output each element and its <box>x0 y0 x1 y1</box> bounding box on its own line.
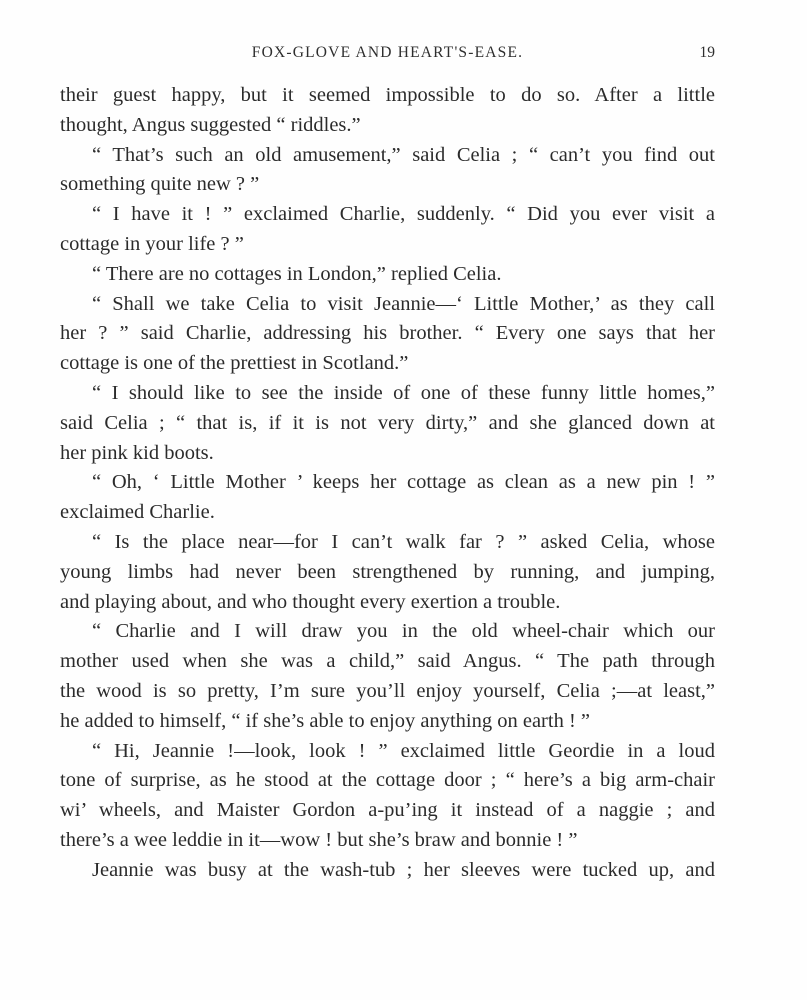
text-line: cottage in your life ? ” <box>60 232 244 255</box>
text-line: and playing about, and who thought every exertion a trouble. <box>60 590 561 613</box>
text-line: something quite new ? ” <box>60 173 260 196</box>
running-head <box>60 44 715 70</box>
body-text <box>60 81 715 886</box>
running-title: FOX-GLOVE AND HEART'S-EASE. <box>251 44 524 61</box>
text-line: cottage is one of the prettiest in Scotland.” <box>60 352 409 375</box>
text-line: there’s a wee leddie in it—wow ! but she’s braw and bonnie ! ” <box>60 828 578 851</box>
text-line: he added to himself, “ if she’s able to enjoy anything on earth ! ” <box>60 709 590 732</box>
text-line: young limbs had never been strengthened by running, and jumping, <box>60 560 715 583</box>
text-line: “ Hi, Jeannie !—look, look ! ” exclaimed little Geordie in a loud <box>92 739 715 762</box>
text-line: “ I have it ! ” exclaimed Charlie, suddenly. “ Did you ever visit a <box>92 203 715 226</box>
text-line: mother used when she was a child,” said Angus. “ The path through <box>60 650 715 673</box>
text-line: “ Charlie and I will draw you in the old wheel-chair which our <box>92 620 715 643</box>
text-line: “ Oh, ‘ Little Mother ’ keeps her cottage as clean as a new pin ! ” <box>92 471 715 494</box>
page-number: 19 <box>699 44 715 61</box>
text-line: “ Shall we take Celia to visit Jeannie—‘ Little Mother,’ as they call <box>92 292 715 315</box>
text-line: “ Is the place near—for I can’t walk far ? ” asked Celia, whose <box>92 530 715 553</box>
text-line: tone of surprise, as he stood at the cottage door ; “ here’s a big arm-chair <box>60 769 715 792</box>
text-line: Jeannie was busy at the wash-tub ; her sleeves were tucked up, and <box>92 858 715 881</box>
text-line: thought, Angus suggested “ riddles.” <box>60 113 361 136</box>
text-line: “ I should like to see the inside of one of these funny little homes,” <box>92 381 715 404</box>
text-line: said Celia ; “ that is, if it is not very dirty,” and she glanced down at <box>60 411 715 434</box>
text-line: “ That’s such an old amusement,” said Celia ; “ can’t you find out <box>92 143 715 166</box>
text-line: exclaimed Charlie. <box>60 501 215 524</box>
text-line: their guest happy, but it seemed impossible to do so. After a little <box>60 84 715 106</box>
text-line: “ There are no cottages in London,” replied Celia. <box>92 262 502 285</box>
text-line: her pink kid boots. <box>60 441 214 464</box>
text-line: the wood is so pretty, I’m sure you’ll enjoy yourself, Celia ;—at least,” <box>60 679 715 702</box>
text-line: her ? ” said Charlie, addressing his brother. “ Every one says that her <box>60 322 715 345</box>
text-line: wi’ wheels, and Maister Gordon a-pu’ing it instead of a naggie ; and <box>60 799 715 822</box>
